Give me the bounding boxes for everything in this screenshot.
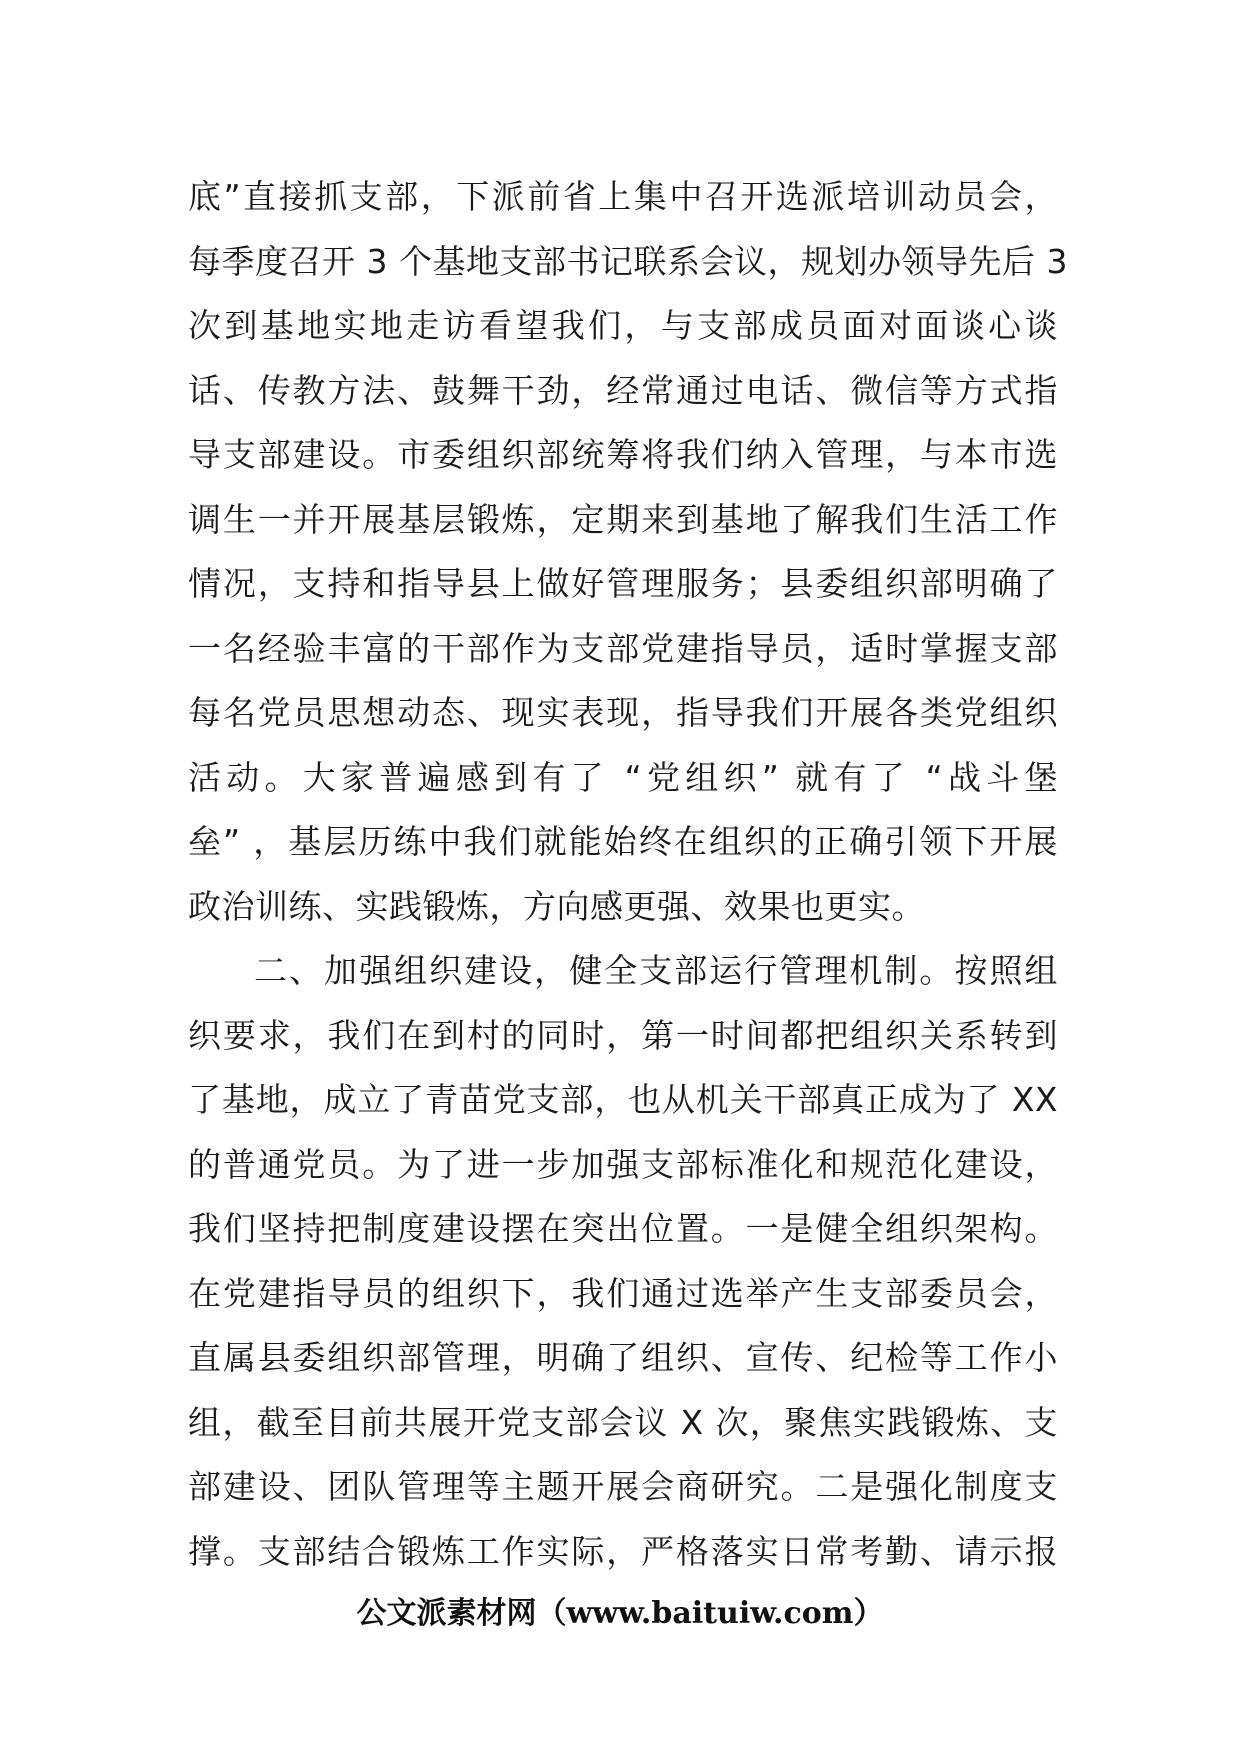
text-line: 每季度召开 3 个基地支部书记联系会议，规划办领导先后 3 xyxy=(188,241,1068,281)
text-line: 活动。大家普遍感到有了 “党组织” 就有了 “战斗堡 xyxy=(188,757,1058,797)
text-line: 政治训练、实践锻炼，方向感更强、效果也更实。 xyxy=(188,886,925,926)
page-footer-watermark: 公文派素材网（www.baituiw.com） xyxy=(356,1596,884,1631)
text-line: 我们坚持把制度建设摆在突出位置。一是健全组织架构。 xyxy=(188,1209,1058,1248)
text-line: 一名经验丰富的干部作为支部党建指导员，适时掌握支部 xyxy=(188,628,1058,668)
text-line: 情况，支持和指导县上做好管理服务；县委组织部明确了 xyxy=(188,564,1058,603)
text-line: 调生一并开展基层锻炼，定期来到基地了解我们生活工作 xyxy=(188,499,1058,539)
text-line: 次到基地实地走访看望我们，与支部成员面对面谈心谈 xyxy=(188,306,1058,345)
text-line: 的普通党员。为了进一步加强支部标准化和规范化建设， xyxy=(188,1144,1058,1184)
text-line: 组，截至目前共展开党支部会议 X 次，聚焦实践锻炼、支 xyxy=(188,1402,1058,1442)
text-line: 了基地，成立了青苗党支部，也从机关干部真正成为了 XX xyxy=(188,1080,1058,1119)
text-line: 撑。支部结合锻炼工作实际，严格落实日常考勤、请示报 xyxy=(188,1531,1058,1571)
text-line: 导支部建设。市委组织部统筹将我们纳入管理，与本市选 xyxy=(188,435,1058,474)
text-line: 部建设、团队管理等主题开展会商研究。二是强化制度支 xyxy=(188,1467,1058,1506)
document-body xyxy=(188,165,1068,1584)
text-line: 垒” ，基层历练中我们就能始终在组织的正确引领下开展 xyxy=(188,822,1058,861)
text-line: 在党建指导员的组织下，我们通过选举产生支部委员会， xyxy=(188,1273,1058,1313)
text-line: 底”直接抓支部，下派前省上集中召开选派培训动员会， xyxy=(188,177,1058,216)
text-line: 话、传教方法、鼓舞干劲，经常通过电话、微信等方式指 xyxy=(188,370,1058,410)
text-line: 直属县委组织部管理，明确了组织、宣传、纪检等工作小 xyxy=(188,1338,1058,1377)
text-line: 织要求，我们在到村的同时，第一时间都把组织关系转到 xyxy=(188,1015,1058,1055)
text-line: 每名党员思想动态、现实表现，指导我们开展各类党组织 xyxy=(188,693,1058,732)
text-line: 二、加强组织建设，健全支部运行管理机制。按照组 xyxy=(254,951,1058,990)
